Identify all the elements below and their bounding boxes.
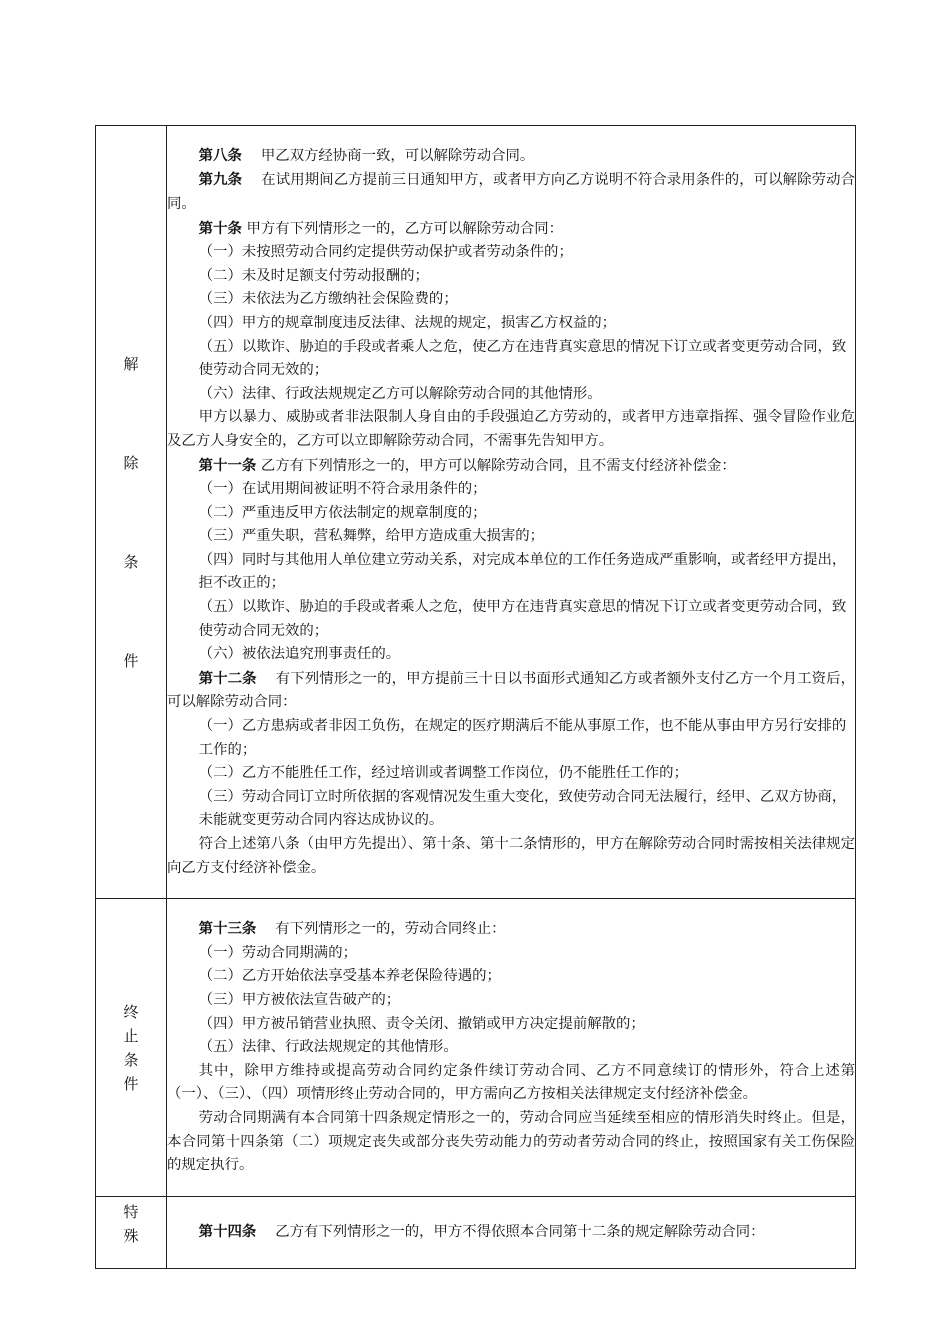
article-paragraph — [167, 217, 855, 242]
paragraph-text: 甲方有下列情形之一的，乙方可以解除劳动合同： — [246, 220, 564, 237]
article-paragraph — [167, 667, 855, 715]
section-label-expiry — [96, 899, 167, 1197]
list-item: （五）以欺诈、胁迫的手段或者乘人之危，使乙方在违背真实意思的情况下订立或者变更劳动合同，致使劳动合同无效的； — [198, 338, 847, 379]
article-paragraph — [167, 917, 855, 942]
list-item: （三）未依法为乙方缴纳社会保险费的； — [198, 291, 458, 308]
section-label-char: 特 — [123, 1203, 139, 1221]
article-paragraph — [167, 144, 855, 169]
contract-table — [95, 125, 856, 1269]
article-number: 第八条 — [198, 146, 242, 164]
article-paragraph — [167, 168, 855, 216]
list-item: （五）以欺诈、胁迫的手段或者乘人之危，使甲方在违背真实意思的情况下订立或者变更劳动合同，致使劳动合同无效的； — [198, 599, 847, 639]
list-item: （五）法律、行政法规规定的其他情形。 — [198, 1039, 458, 1056]
list-item: （二）严重违反甲方依法制定的规章制度的； — [198, 504, 487, 521]
body-paragraph — [167, 1060, 855, 1107]
paragraph-text: 在试用期间乙方提前三日通知甲方，或者甲方向乙方说明不符合录用条件的，可以解除劳动合同。 — [167, 172, 855, 212]
body-paragraph — [167, 833, 855, 880]
article-number: 第九条 — [198, 171, 243, 189]
article-number: 第十二条 — [198, 669, 257, 687]
section-label-char: 殊 — [123, 1227, 139, 1245]
article-paragraph — [167, 1220, 855, 1245]
section-label-char: 件 — [123, 652, 139, 670]
paragraph-text: 乙方有下列情形之一的，甲方可以解除劳动合同，且不需支付经济补偿金： — [260, 457, 736, 474]
paragraph-text: 有下列情形之一的，甲方提前三十日以书面形式通知乙方或者额外支付乙方一个月工资后，可以解除劳动合同： — [167, 670, 855, 711]
list-item: （六）被依法追究刑事责任的。 — [198, 646, 401, 663]
section-label-special — [96, 1197, 167, 1269]
section-label-char: 解 — [123, 355, 139, 373]
list-item: （一）未按照劳动合同约定提供劳动保护或者劳动条件的； — [198, 244, 573, 261]
article-number: 第十四条 — [198, 1223, 257, 1241]
section-content-special — [167, 1197, 856, 1269]
paragraph-text: 甲方以暴力、威胁或者非法限制人身自由的手段强迫乙方劳动的，或者甲方违章指挥、强令冒险作业危及乙方人身安全的，乙方可以立即解除劳动合同，不需事先告知甲方。 — [167, 409, 855, 449]
section-content-expiry — [167, 899, 856, 1197]
body-paragraph — [167, 1107, 855, 1178]
list-item: （六）法律、行政法规规定乙方可以解除劳动合同的其他情形。 — [198, 385, 602, 402]
list-item: （二）乙方开始依法享受基本养老保险待遇的； — [198, 968, 501, 985]
list-item: （一）乙方患病或者非因工负伤，在规定的医疗期满后不能从事原工作，也不能从事由甲方另行安排的工作的； — [198, 718, 847, 758]
list-item: （二）未及时足额支付劳动报酬的； — [198, 267, 429, 284]
list-item: （一）劳动合同期满的； — [198, 944, 357, 961]
paragraph-text: 劳动合同期满有本合同第十四条规定情形之一的，劳动合同应当延续至相应的情形消失时终止。但是，本合同第十四条第（二）项规定丧失或部分丧失劳动能力的劳动者劳动合同的终止，按照国家有关工伤保险的规定执行。 — [167, 1109, 855, 1174]
list-item: （四）甲方被吊销营业执照、责令关闭、撤销或甲方决定提前解散的； — [198, 1015, 645, 1032]
section-content-termination — [167, 126, 856, 899]
section-label-char: 终 — [123, 1002, 139, 1021]
list-item: （四）同时与其他用人单位建立劳动关系，对完成本单位的工作任务造成严重影响，或者经甲方提出，拒不改正的； — [198, 551, 847, 592]
section-termination — [96, 126, 856, 899]
article-number: 第十一条 — [198, 456, 257, 474]
section-label-char: 条 — [123, 553, 139, 571]
section-label-char: 条 — [123, 1050, 139, 1069]
section-label-termination — [96, 126, 167, 899]
list-item: （四）甲方的规章制度违反法律、法规的规定，损害乙方权益的； — [198, 314, 617, 331]
body-paragraph — [167, 406, 855, 453]
list-item: （一）在试用期间被证明不符合录用条件的； — [198, 481, 487, 498]
article-number: 第十三条 — [198, 920, 257, 938]
article-number: 第十条 — [198, 219, 242, 237]
list-item: （二）乙方不能胜任工作，经过培训或者调整工作岗位，仍不能胜任工作的； — [198, 765, 688, 782]
section-label-char: 止 — [123, 1026, 139, 1045]
list-item: （三）严重失职，营私舞弊，给甲方造成重大损害的； — [198, 528, 545, 545]
paragraph-text: 甲乙双方经协商一致，可以解除劳动合同。 — [246, 147, 535, 164]
section-label-char: 除 — [123, 454, 139, 472]
list-item: （三）甲方被依法宣告破产的； — [198, 992, 401, 1009]
paragraph-text: 有下列情形之一的，劳动合同终止： — [260, 921, 506, 938]
section-expiry — [96, 899, 856, 1197]
section-special — [96, 1197, 856, 1269]
paragraph-text: 符合上述第八条（由甲方先提出）、第十条、第十二条情形的，甲方在解除劳动合同时需按相关法律规定向乙方支付经济补偿金。 — [167, 836, 855, 876]
section-label-char: 件 — [123, 1074, 139, 1093]
article-paragraph — [167, 454, 855, 479]
list-item: （三）劳动合同订立时所依据的客观情况发生重大变化，致使劳动合同无法履行，经甲、乙双方协商，未能就变更劳动合同内容达成协议的。 — [198, 788, 847, 829]
paragraph-text: 其中，除甲方维持或提高劳动合同约定条件续订劳动合同、乙方不同意续订的情形外，符合上述第（一）、（三）、（四）项情形终止劳动合同的，甲方需向乙方按相关法律规定支付经济补偿金。 — [167, 1062, 855, 1103]
paragraph-text: 乙方有下列情形之一的，甲方不得依照本合同第十二条的规定解除劳动合同： — [260, 1224, 765, 1241]
